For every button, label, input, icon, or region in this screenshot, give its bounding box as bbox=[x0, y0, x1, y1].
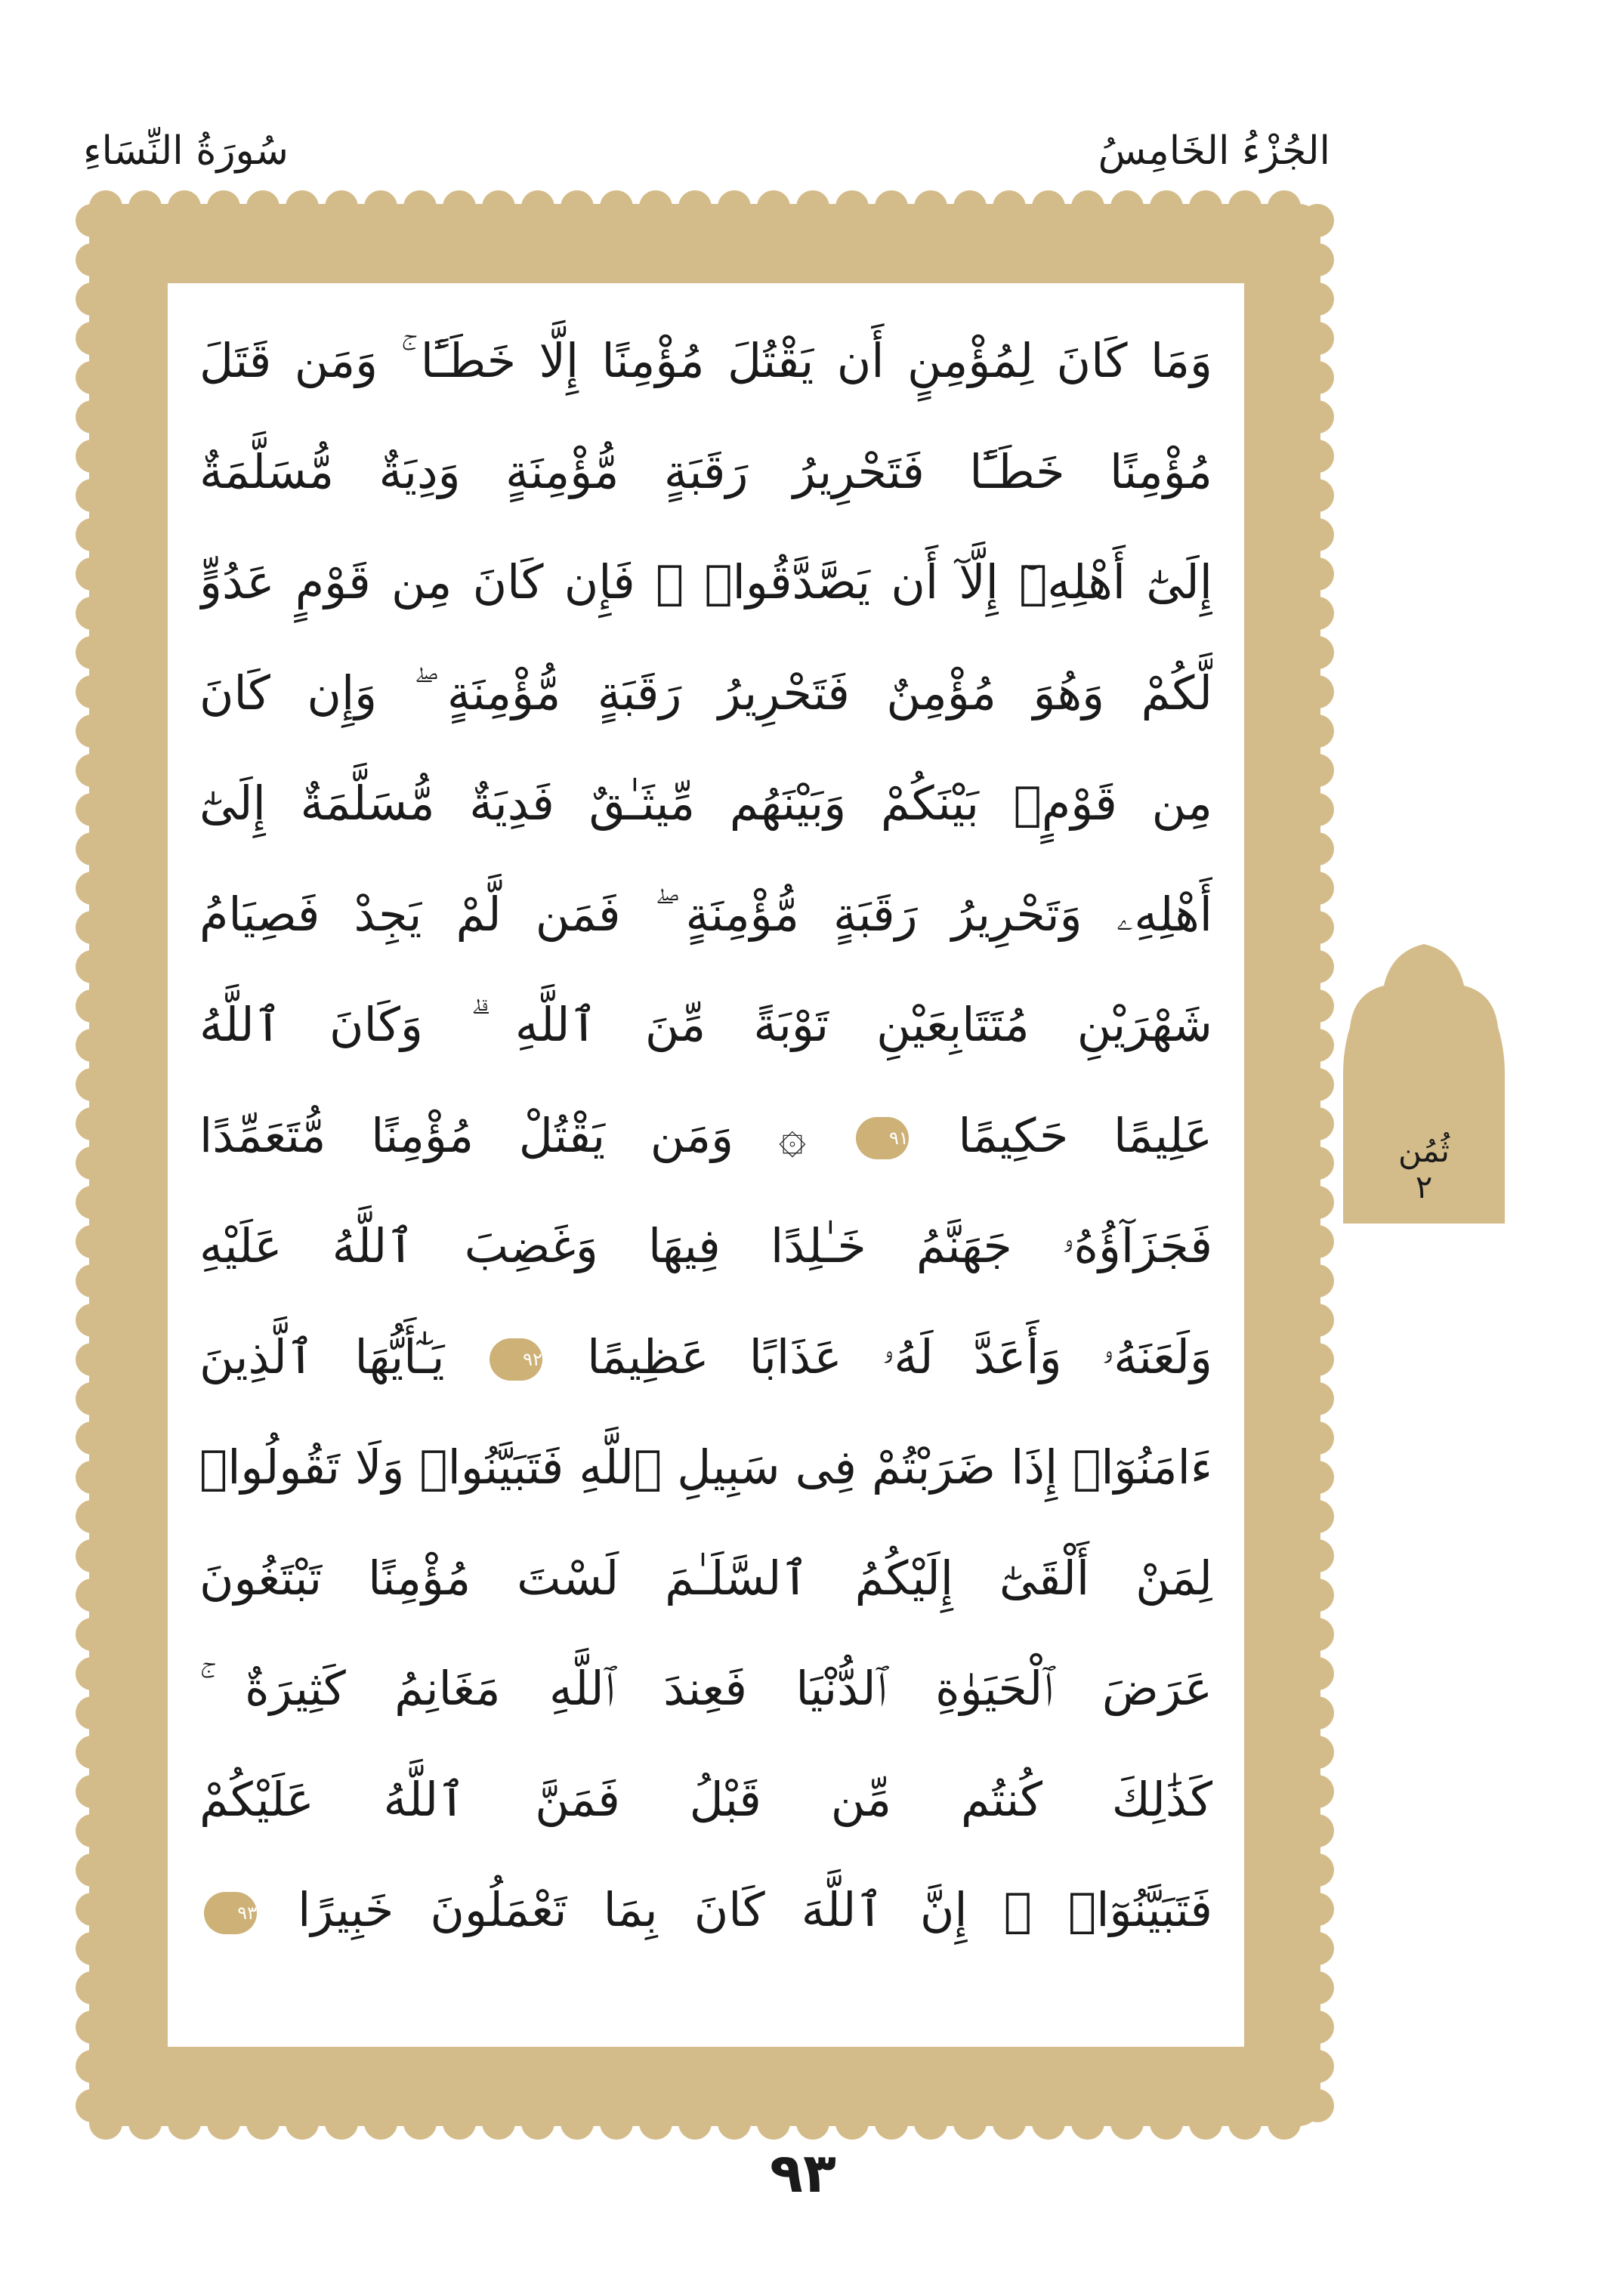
text-line-10-start: وَلَعَنَهُۥ وَأَعَدَّ لَهُۥ عَذَابًا عَظِيمًا bbox=[587, 1329, 1212, 1384]
text-line-7: شَهْرَيْنِ مُتَتَابِعَيْنِ تَوْبَةً مِّنَ ٱللَّهِ ۗ وَكَانَ ٱللَّهُ bbox=[199, 997, 1212, 1052]
text-line-10-end: يَـٰٓأَيُّهَا ٱلَّذِينَ bbox=[199, 1329, 445, 1384]
text-line-9: فَجَزَآؤُهُۥ جَهَنَّمُ خَـٰلِدًا فِيهَا وَغَضِبَ ٱللَّهُ عَلَيْهِ bbox=[199, 1218, 1212, 1273]
text-line-8 bbox=[199, 1081, 1212, 1192]
text-line-2: مُؤْمِنًا خَطَـًٔا فَتَحْرِيرُ رَقَبَةٍ مُّؤْمِنَةٍ وَدِيَةٌ مُّسَلَّمَةٌ bbox=[199, 443, 1212, 499]
hizb-marker-label bbox=[1343, 1133, 1505, 1205]
ayah-number-91: ٩١ bbox=[856, 1117, 909, 1159]
text-line-1: وَمَا كَانَ لِمُؤْمِنٍ أَن يَقْتُلَ مُؤْمِنًا إِلَّا خَطَـًٔا ۚ وَمَن قَتَلَ bbox=[199, 333, 1212, 388]
text-line-12: لِمَنْ أَلْقَىٰٓ إِلَيْكُمُ ٱلسَّلَـٰمَ لَسْتَ مُؤْمِنًا تَبْتَغُونَ bbox=[199, 1550, 1212, 1606]
text-line-15 bbox=[199, 1855, 1212, 1966]
text-line-8-end: ۞ وَمَن يَقْتُلْ مُؤْمِنًا مُّتَعَمِّدًا bbox=[199, 1107, 807, 1163]
text-line-5: مِن قَوْمٍۭ بَيْنَكُمْ وَبَيْنَهُم مِّيثَـٰقٌ فَدِيَةٌ مُّسَلَّمَةٌ إِلَىٰٓ bbox=[199, 776, 1212, 831]
hizb-marker-word: ثُمُن bbox=[1398, 1132, 1450, 1169]
ayah-number-93: ٩٣ bbox=[204, 1892, 257, 1934]
hizb-marker-number: ٢ bbox=[1415, 1168, 1433, 1205]
text-line-14: كَذَٰلِكَ كُنتُم مِّن قَبْلُ فَمَنَّ ٱللَّهُ عَلَيْكُمْ bbox=[199, 1771, 1212, 1827]
text-line-4: لَّكُمْ وَهُوَ مُؤْمِنٌ فَتَحْرِيرُ رَقَبَةٍ مُّؤْمِنَةٍ ۖ وَإِن كَانَ bbox=[199, 665, 1212, 721]
text-line-8-start: عَلِيمًا حَكِيمًا bbox=[958, 1107, 1212, 1163]
text-line-10 bbox=[199, 1302, 1212, 1413]
page-number: ٩٣ bbox=[770, 2141, 836, 2205]
text-line-6: أَهْلِهِۦ وَتَحْرِيرُ رَقَبَةٍ مُّؤْمِنَةٍ ۖ فَمَن لَّمْ يَجِدْ فَصِيَامُ bbox=[199, 886, 1212, 942]
text-line-13: عَرَضَ ٱلْحَيَوٰةِ ٱلدُّنْيَا فَعِندَ ٱللَّهِ مَغَانِمُ كَثِيرَةٌ ۚ bbox=[199, 1661, 1212, 1716]
surah-title: سُورَةُ النِّسَاءِ bbox=[83, 128, 289, 174]
juz-title: الجُزْءُ الخَامِسُ bbox=[1098, 128, 1330, 174]
quran-text-panel bbox=[168, 283, 1244, 2047]
ayah-number-92: ٩٢ bbox=[490, 1338, 542, 1381]
text-line-3: إِلَىٰٓ أَهْلِهِۦٓ إِلَّآ أَن يَصَّدَّقُوا۟ ۚ فَإِن كَانَ مِن قَوْمٍ عَدُوٍّ bbox=[199, 554, 1212, 609]
text-line-11: ءَامَنُوٓا۟ إِذَا ضَرَبْتُمْ فِى سَبِيلِ ٱللَّهِ فَتَبَيَّنُوا۟ وَلَا تَقُولُوا۟ bbox=[199, 1440, 1212, 1495]
text-line-15-text: فَتَبَيَّنُوٓا۟ ۚ إِنَّ ٱللَّهَ كَانَ بِمَا تَعْمَلُونَ خَبِيرًا bbox=[298, 1882, 1212, 1937]
